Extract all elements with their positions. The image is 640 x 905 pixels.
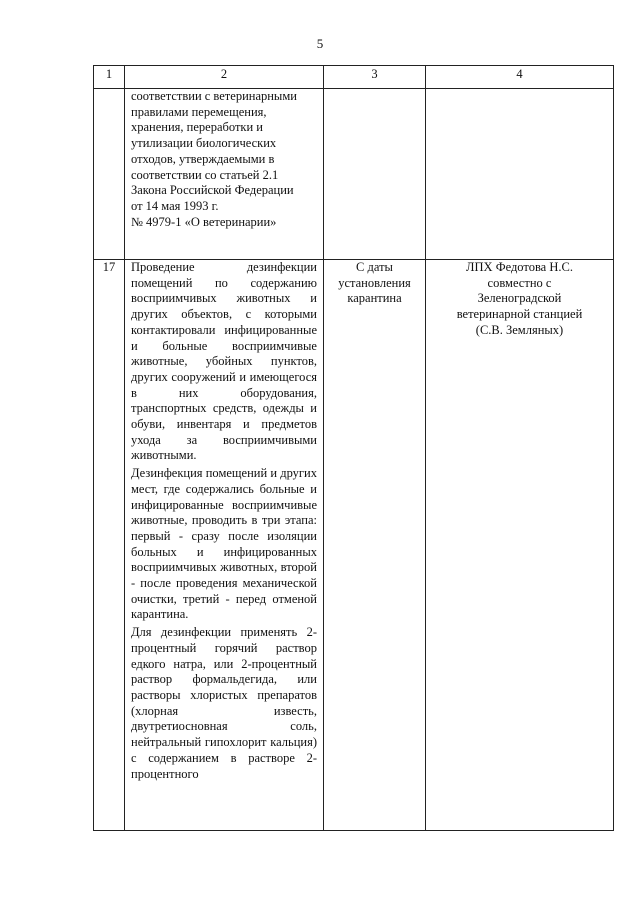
column-header-4: 4: [426, 66, 614, 89]
measure-text-line: хранения, переработки и: [131, 120, 263, 135]
measure-text-line: от 14 мая 1993 г.: [131, 198, 219, 213]
row-number-cell: [94, 89, 125, 260]
measure-text-line: правилами перемещения,: [131, 104, 267, 119]
table-row: [94, 89, 614, 260]
column-header-2: 2: [125, 66, 324, 89]
table-header-row: [94, 66, 614, 89]
column-header-1: 1: [94, 66, 125, 89]
column-header-3: 3: [324, 66, 426, 89]
measure-text-line: Закона Российской Федерации: [131, 183, 294, 198]
measure-paragraph: Для дезинфекции применять 2-процентный горячий раствор едкого натра, или 2-процентный раствор формальдегида, или растворы хлористых препаратов (хлорная известь, двутретиосновная соль, нейтральный гипохлорит кальция) с содержанием в растворе 2-процентного: [131, 625, 317, 781]
table-row: [94, 260, 614, 831]
page-number: 5: [316, 36, 324, 51]
measures-table: [93, 65, 614, 831]
measure-text-line: соответствии с ветеринарными: [131, 89, 297, 103]
deadline-cell: [324, 89, 426, 260]
measure-text-cell: [125, 260, 324, 831]
deadline-line: установления: [338, 275, 411, 290]
responsible-line: Зеленоградской: [477, 291, 562, 306]
measure-paragraph: Дезинфекция помещений и других мест, где содержались больные и инфицированные восприимчивые животные, проводить в три этапа: первый - сразу после изоляции больных и инфицированных восприимчивых животных, второй - после проведения механической очистки, третий - перед отменой карантина.: [131, 466, 317, 622]
responsible-line: ветеринарной станцией: [456, 307, 583, 322]
row-number-cell: 17: [94, 260, 125, 831]
measure-text-cell: [125, 89, 324, 260]
measure-text-line: отходов, утверждаемыми в: [131, 151, 275, 166]
measure-paragraph: Проведение дезинфекции помещений по содержанию восприимчивых животных и других объектов, с которыми контактировали инфицированные и больные восприимчивые животные, убойных пунктов, других сооружений и имеющегося в них оборудования, транспортных средств, одежды и обуви, инвентаря и предметов ухода за восприимчивыми животными.: [131, 260, 317, 463]
responsible-line: совместно с: [487, 275, 552, 290]
responsible-cell: [426, 260, 614, 831]
deadline-line: С даты: [356, 260, 393, 274]
responsible-line: ЛПХ Федотова Н.С.: [466, 260, 573, 274]
responsible-cell: [426, 89, 614, 260]
measure-text-line: соответствии со статьей 2.1: [131, 167, 279, 182]
responsible-line: (С.В. Земляных): [475, 322, 564, 337]
measure-text-line: № 4979-1 «О ветеринарии»: [131, 214, 277, 229]
deadline-cell: [324, 260, 426, 831]
deadline-line: карантина: [347, 291, 402, 306]
measure-text-line: утилизации биологических: [131, 136, 277, 151]
